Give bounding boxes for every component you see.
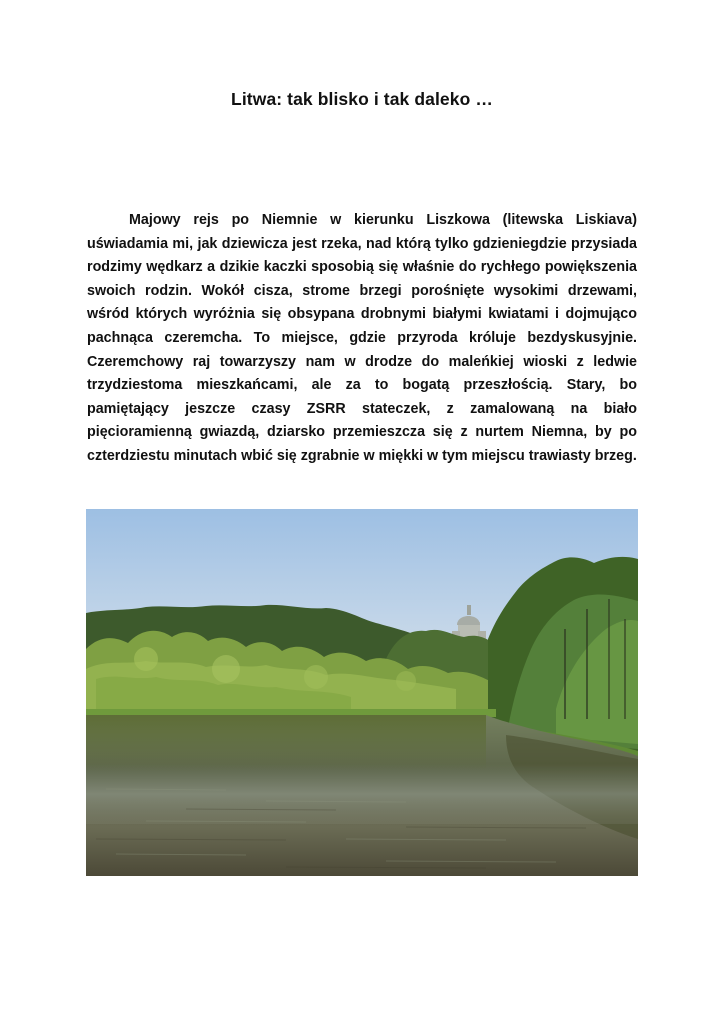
body-paragraph: Majowy rejs po Niemnie w kierunku Liszkowa (litewska Liskiava) uświadamia mi, jak dziewicza jest rzeka, nad którą tylko gdzieniegdzie przysiada rodzimy wędkarz a dzikie kaczki sposobią się właśnie do rychłego powiększenia swoich rodzin. Wokół cisza, strome brzegi porośnięte wysokimi drzewami, wśród których wyróżnia się obsypana drobnymi białymi kwiatami i dojmująco pachnąca czeremcha. To miejsce, gdzie przyroda króluje bezdyskusyjnie. Czeremchowy raj towarzyszy nam w drodze do maleńkiej wioski z ledwie trzydziestoma mieszkańcami, ale za to bogatą przeszłością. Stary, bo pamiętający jeszcze czasy ZSRR stateczek, z zamalowaną na biało pięcioramienną gwiazdą, dziarsko przemieszcza się z nurtem Niemna, by po czterdziestu minutach wbić się zgrabnie w miękki w tym miejscu trawiasty brzeg.: [87, 212, 637, 464]
river-landscape-photo: [86, 509, 638, 876]
page-title: Litwa: tak blisko i tak daleko …: [231, 89, 493, 109]
